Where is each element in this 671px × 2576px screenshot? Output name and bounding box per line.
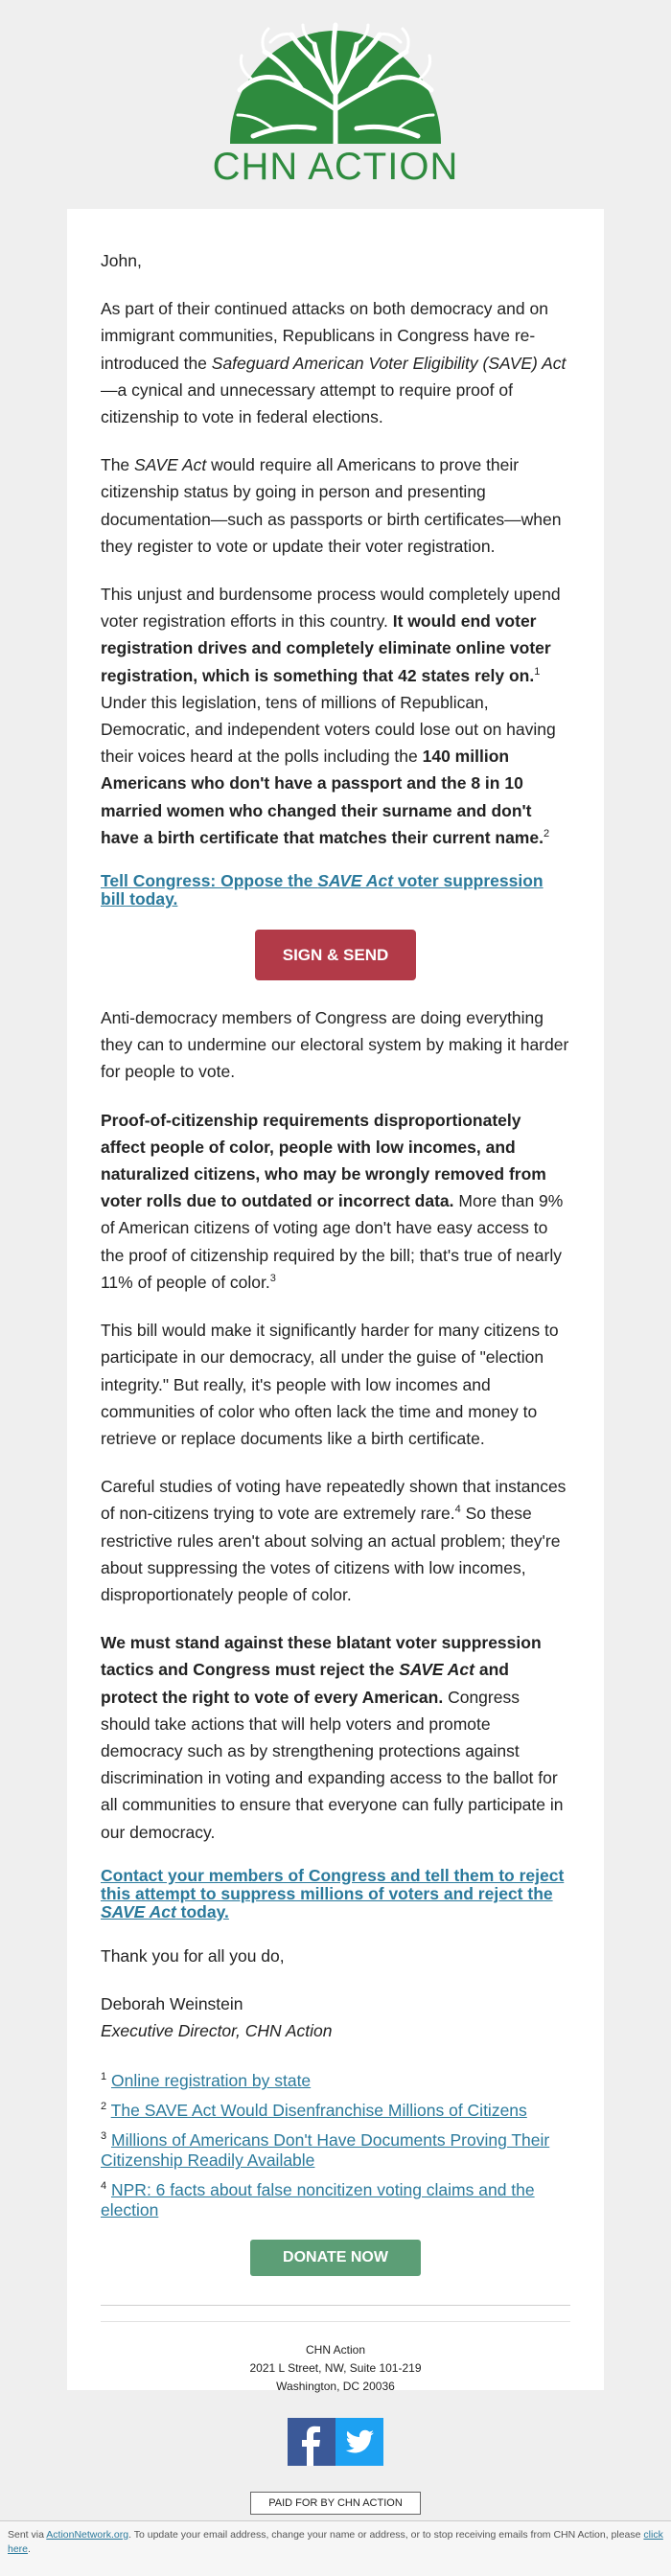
divider (101, 2305, 570, 2306)
brand-name: CHN ACTION (212, 146, 459, 188)
footnote-1: $^1$ Online registration by state (101, 2071, 312, 2091)
footnotes (101, 2071, 570, 2220)
divider (101, 2321, 570, 2322)
footnote-link-3[interactable]: Millions of Americans Don't Have Documents Proving Their Citizenship Readily Available (101, 2130, 550, 2171)
paragraph-1: As part of their continued attacks on both democracy and on immigrant communities, Republicans in Congress have re-introduced the Safeguard American Voter Eligibility (SAVE) Act—a cynical and unnecessary attempt to require proof of citizenship to vote in federal elections. (101, 299, 567, 427)
header-logo (0, 0, 671, 209)
closing: Thank you for all you do, (101, 1945, 285, 1966)
twitter-icon[interactable] (336, 2418, 383, 2466)
greeting: John, (101, 251, 142, 270)
address-city: Washington, DC 20036 (276, 2380, 395, 2394)
paragraph-3: This unjust and burdensome process would completely upend voter registration efforts in this country. It would end voter registration drives and completely eliminate online voter registration, which is something that 42 states rely on.$^1$ Under this legislation, tens of millions of Republican, Democratic, and independent voters could lose out on having their voices heard at the polls including the 140 million Americans who don't have a passport and the 8 in 10 married women who changed their surname and don't have a birth certificate that matches their current name.$^2$ (101, 585, 561, 847)
donate-now-button[interactable]: DONATE NOW (250, 2240, 421, 2276)
footnote-link-1[interactable]: Online registration by state (111, 2071, 312, 2091)
footnote-2: $^2$ The SAVE Act Would Disenfranchise Millions of Citizens (101, 2101, 527, 2121)
signer-name: Deborah Weinstein (101, 1993, 243, 2013)
paragraph-4: Anti-democracy members of Congress are doing everything they can to undermine our electoral system by making it harder for people to vote. (101, 1008, 569, 1082)
social-links (288, 2418, 383, 2466)
paragraph-6: This bill would make it significantly harder for many citizens to participate in our democracy, all under the guise of "election integrity." But really, it's people with low incomes and communities of color who often lack the time and money to retrieve or replace documents like a birth certificate. (101, 1321, 559, 1448)
paragraph-5: Proof-of-citizenship requirements disproportionately affect people of color, people with low incomes, and naturalized citizens, who may be wrongly removed from voter rolls due to outdated or incorrect data. More than 9% of American citizens of voting age don't have easy access to the proof of citizenship required by the bill; that's true of nearly 11% of people of color.$^3$ (101, 1110, 564, 1292)
facebook-icon[interactable] (288, 2418, 336, 2466)
cta-link-contact-congress[interactable]: Contact your members of Congress and tell them to reject this attempt to suppress millions of voters and reject the SAVE Act today. (101, 1865, 565, 1921)
email-body (101, 247, 570, 2396)
paragraph-2: The SAVE Act would require all Americans to prove their citizenship status by going in person and presenting documentation—such as passports or birth certificates—when they register to vote or update their voter registration. (101, 455, 562, 556)
signature (101, 1990, 570, 2044)
footnote-4: $^4$ NPR: 6 facts about false noncitizen voting claims and the election (101, 2180, 535, 2220)
email-card (67, 209, 604, 2394)
sign-and-send-button[interactable]: SIGN & SEND (255, 930, 416, 980)
mailing-address (101, 2341, 570, 2396)
paid-for-disclaimer: PAID FOR BY CHN ACTION (250, 2492, 421, 2515)
action-network-link[interactable]: ActionNetwork.org (46, 2529, 129, 2541)
paragraph-8: We must stand against these blatant voter suppression tactics and Congress must reject the SAVE Act and protect the right to vote of every American. Congress should take actions that will help voters and promote democracy such as by strengthening protections against discrimination in voting and expanding access to the ballot for all communities to ensure that everyone can fully participate in our democracy. (101, 1633, 564, 1842)
footnote-link-2[interactable]: The SAVE Act Would Disenfranchise Millions of Citizens (110, 2101, 527, 2121)
tree-logo-icon (226, 21, 445, 144)
address-street: 2021 L Street, NW, Suite 101-219 (249, 2361, 422, 2376)
footnote-link-4[interactable]: NPR: 6 facts about false noncitizen voting claims and the election (101, 2180, 535, 2220)
footer-unsubscribe-notice: Sent via ActionNetwork.org. To update your email address, change your name or address, or to stop receiving emails from CHN Action, please click here. (0, 2520, 671, 2576)
address-org: CHN Action (305, 2343, 366, 2358)
signer-title: Executive Director, CHN Action (101, 2021, 333, 2041)
click-here-link[interactable]: click here (8, 2529, 663, 2555)
cta-link-oppose-save-act[interactable]: Tell Congress: Oppose the SAVE Act voter suppression bill today. (101, 871, 544, 909)
footnote-3: $^3$ Millions of Americans Don't Have Documents Proving Their Citizenship Readily Available (101, 2130, 550, 2171)
paragraph-7: Careful studies of voting have repeatedly shown that instances of non-citizens trying to vote are extremely rare.$^4$ So these restrictive rules aren't about solving an actual problem; they're about suppressing the votes of citizens with low incomes, disproportionately people of color. (101, 1477, 567, 1604)
